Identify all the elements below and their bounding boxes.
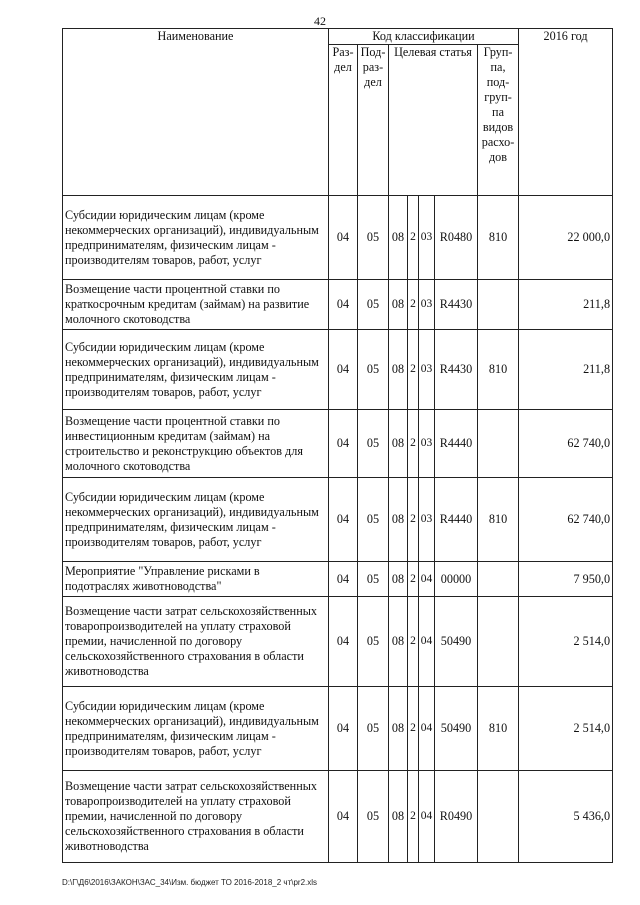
row-podrazdel: 05 — [358, 597, 389, 687]
row-razdel: 04 — [329, 280, 358, 330]
row-target-direction: 50490 — [435, 687, 478, 771]
row-target-subprogram: 2 — [408, 597, 419, 687]
row-target-event: 04 — [419, 562, 435, 597]
row-name: Возмещение части затрат сельскохозяйственных товаропроизводителей на уплату страховой премии, начисленной по договору сельскохозяйственного страхования в области животноводства — [63, 771, 329, 863]
row-vid — [478, 410, 519, 478]
table-row — [63, 771, 613, 863]
row-razdel: 04 — [329, 330, 358, 410]
row-target-subprogram: 2 — [408, 330, 419, 410]
row-vid — [478, 771, 519, 863]
row-vid: 810 — [478, 330, 519, 410]
row-podrazdel: 05 — [358, 410, 389, 478]
row-target-subprogram: 2 — [408, 687, 419, 771]
row-sum: 5 436,0 — [519, 771, 613, 863]
row-vid: 810 — [478, 478, 519, 562]
row-sum: 62 740,0 — [519, 410, 613, 478]
row-target-direction: R0490 — [435, 771, 478, 863]
row-razdel: 04 — [329, 562, 358, 597]
row-razdel: 04 — [329, 597, 358, 687]
row-target-program: 08 — [389, 196, 408, 280]
row-sum: 211,8 — [519, 280, 613, 330]
row-target-direction: R4430 — [435, 330, 478, 410]
row-target-event: 04 — [419, 771, 435, 863]
row-target-subprogram: 2 — [408, 771, 419, 863]
row-target-direction: 00000 — [435, 562, 478, 597]
row-podrazdel: 05 — [358, 687, 389, 771]
row-sum: 211,8 — [519, 330, 613, 410]
row-target-direction: 50490 — [435, 597, 478, 687]
row-podrazdel: 05 — [358, 280, 389, 330]
row-target-subprogram: 2 — [408, 196, 419, 280]
row-target-event: 03 — [419, 478, 435, 562]
row-name: Возмещение части затрат сельскохозяйственных товаропроизводителей на уплату страховой премии, начисленной по договору сельскохозяйственного страхования в области животноводства — [63, 597, 329, 687]
budget-table — [62, 28, 613, 863]
table-row — [63, 330, 613, 410]
row-podrazdel: 05 — [358, 196, 389, 280]
row-vid — [478, 562, 519, 597]
row-podrazdel: 05 — [358, 330, 389, 410]
header-name: Наименование — [63, 29, 329, 196]
table-body — [63, 196, 613, 863]
row-name: Субсидии юридическим лицам (кроме некоммерческих организаций), индивидуальным предпринимателям, физическим лицам - производителям товаров, работ, услуг — [63, 687, 329, 771]
row-target-event: 03 — [419, 280, 435, 330]
row-target-program: 08 — [389, 687, 408, 771]
row-target-subprogram: 2 — [408, 410, 419, 478]
row-razdel: 04 — [329, 196, 358, 280]
table-row — [63, 687, 613, 771]
header-subsection: Под- раз- дел — [358, 45, 389, 196]
row-target-program: 08 — [389, 562, 408, 597]
row-sum: 22 000,0 — [519, 196, 613, 280]
row-target-program: 08 — [389, 330, 408, 410]
row-vid — [478, 280, 519, 330]
row-sum: 2 514,0 — [519, 687, 613, 771]
row-target-subprogram: 2 — [408, 280, 419, 330]
page-number: 42 — [314, 14, 326, 28]
table-row — [63, 196, 613, 280]
row-target-event: 03 — [419, 330, 435, 410]
header-group: Груп- па, под- груп- па видов расхо- дов — [478, 45, 519, 196]
row-target-direction: R4440 — [435, 478, 478, 562]
row-target-event: 04 — [419, 597, 435, 687]
header-classification: Код классификации — [329, 29, 519, 45]
row-target-direction: R4430 — [435, 280, 478, 330]
row-target-subprogram: 2 — [408, 562, 419, 597]
header-target: Целевая статья — [389, 45, 478, 196]
row-target-direction: R4440 — [435, 410, 478, 478]
row-name: Мероприятие "Управление рисками в подотраслях животноводства" — [63, 562, 329, 597]
row-vid: 810 — [478, 196, 519, 280]
table-row — [63, 478, 613, 562]
row-razdel: 04 — [329, 410, 358, 478]
row-name: Субсидии юридическим лицам (кроме некоммерческих организаций), индивидуальным предпринимателям, физическим лицам - производителям товаров, работ, услуг — [63, 330, 329, 410]
row-target-program: 08 — [389, 478, 408, 562]
table-header — [63, 29, 613, 196]
row-target-program: 08 — [389, 771, 408, 863]
row-sum: 2 514,0 — [519, 597, 613, 687]
row-podrazdel: 05 — [358, 562, 389, 597]
row-sum: 62 740,0 — [519, 478, 613, 562]
table-row — [63, 410, 613, 478]
row-target-program: 08 — [389, 597, 408, 687]
row-target-event: 03 — [419, 410, 435, 478]
row-podrazdel: 05 — [358, 478, 389, 562]
table-row — [63, 597, 613, 687]
row-name: Субсидии юридическим лицам (кроме некоммерческих организаций), индивидуальным предпринимателям, физическим лицам - производителям товаров, работ, услуг — [63, 478, 329, 562]
row-name: Возмещение части процентной ставки по краткосрочным кредитам (займам) на развитие молочного скотоводства — [63, 280, 329, 330]
row-target-direction: R0480 — [435, 196, 478, 280]
row-podrazdel: 05 — [358, 771, 389, 863]
row-vid: 810 — [478, 687, 519, 771]
row-vid — [478, 597, 519, 687]
row-target-program: 08 — [389, 280, 408, 330]
table-row — [63, 280, 613, 330]
row-sum: 7 950,0 — [519, 562, 613, 597]
header-year: 2016 год — [519, 29, 613, 196]
header-section: Раз- дел — [329, 45, 358, 196]
row-name: Возмещение части процентной ставки по инвестиционным кредитам (займам) на строительство и реконструкцию объектов для молочного скотоводства — [63, 410, 329, 478]
row-target-subprogram: 2 — [408, 478, 419, 562]
row-razdel: 04 — [329, 771, 358, 863]
footer-file-path: D:\Г\Д6\2016\ЗАКОН\ЗАС_34\Изм. бюджет ТО 2016-2018_2 чт\pr2.xls — [62, 878, 318, 887]
table-row — [63, 562, 613, 597]
row-name: Субсидии юридическим лицам (кроме некоммерческих организаций), индивидуальным предпринимателям, физическим лицам - производителям товаров, работ, услуг — [63, 196, 329, 280]
row-razdel: 04 — [329, 687, 358, 771]
row-target-event: 04 — [419, 687, 435, 771]
row-razdel: 04 — [329, 478, 358, 562]
row-target-program: 08 — [389, 410, 408, 478]
row-target-event: 03 — [419, 196, 435, 280]
